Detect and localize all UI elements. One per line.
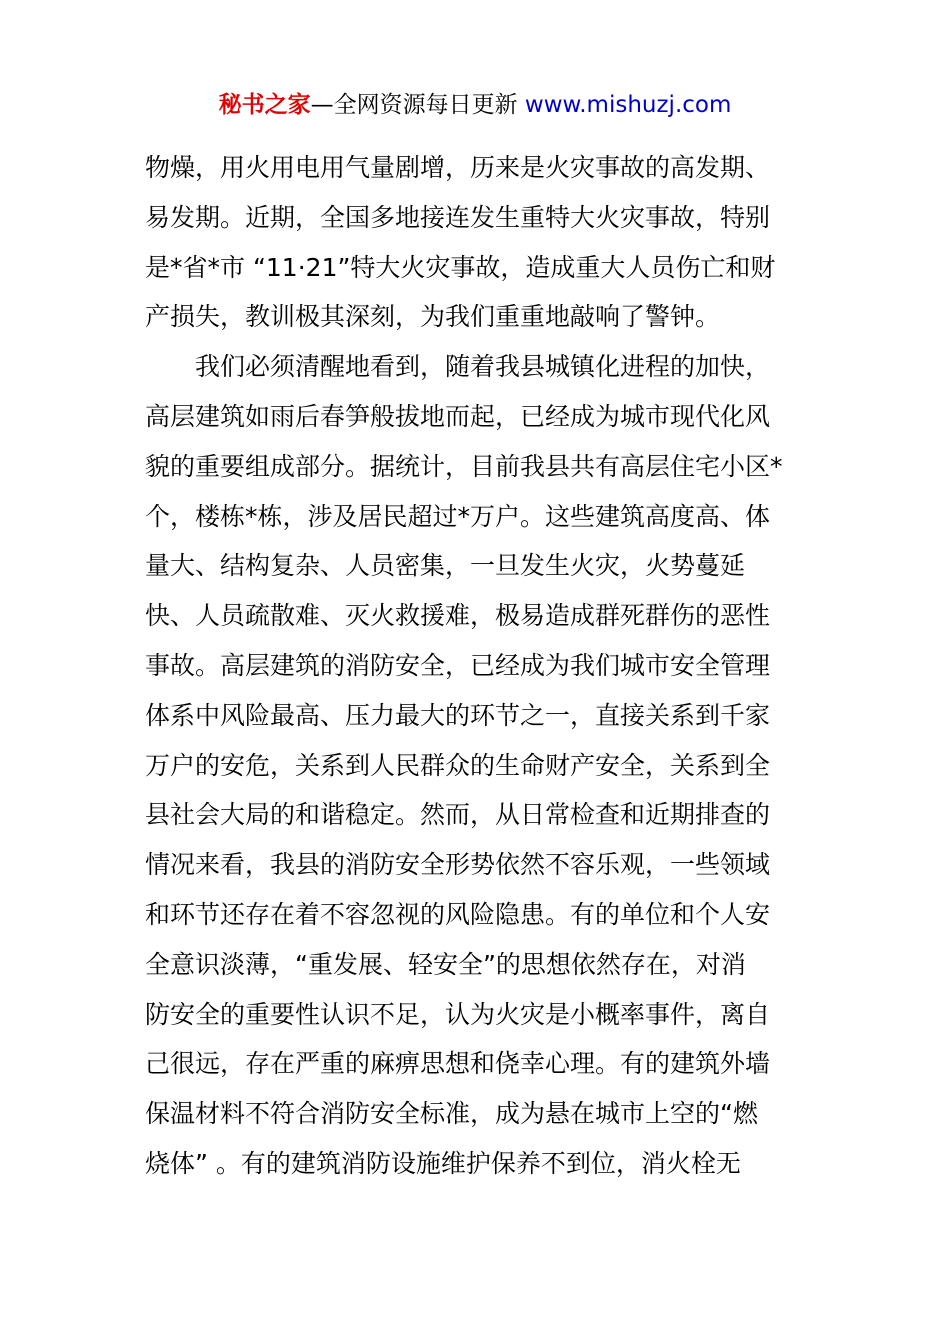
text-line: 防安全的重要性认识不足，认为火灾是小概率事件，离自 [145, 999, 771, 1029]
text-line: 己很远，存在严重的麻痹思想和侥幸心理。有的建筑外墙 [145, 1049, 771, 1079]
text-line: 是*省*市 “11·21”特大火灾事故，造成重大人员伤亡和财 [145, 252, 776, 282]
text-line: 情况来看，我县的消防安全形势依然不容乐观，一些领域 [145, 850, 771, 880]
text-line: 县社会大局的和谐稳定。然而，从日常检查和近期排查的 [145, 800, 771, 830]
text-line: 和环节还存在着不容忽视的风险隐患。有的单位和个人安 [145, 899, 771, 929]
header-tagline: —全网资源每日更新 [310, 92, 525, 118]
page-header [0, 88, 950, 122]
text-line: 快、人员疏散难、灭火救援难，极易造成群死群伤的恶性 [145, 601, 771, 631]
text-line: 事故。高层建筑的消防安全，已经成为我们城市安全管理 [145, 650, 771, 680]
text-line: 全意识淡薄，“重发展、轻安全”的思想依然存在，对消 [145, 949, 746, 979]
text-line: 貌的重要组成部分。据统计，目前我县共有高层住宅小区* [145, 451, 783, 481]
site-brand: 秘书之家 [218, 92, 311, 118]
document-body [145, 143, 810, 1189]
text-line: 我们必须清醒地看到，随着我县城镇化进程的加快， [145, 352, 771, 382]
text-line: 易发期。近期，全国多地接连发生重特大火灾事故，特别 [145, 202, 771, 232]
text-line: 烧体” 。有的建筑消防设施维护保养不到位，消火栓无 [145, 1148, 741, 1178]
site-url-link[interactable]: www.mishuzj.com [524, 92, 732, 118]
text-line: 保温材料不符合消防安全标准，成为悬在城市上空的“燃 [145, 1099, 758, 1129]
text-line: 量大、结构复杂、人员密集，一旦发生火灾，火势蔓延 [145, 551, 746, 581]
text-line: 高层建筑如雨后春笋般拔地而起，已经成为城市现代化风 [145, 401, 771, 431]
text-line: 物燥，用火用电用气量剧增，历来是火灾事故的高发期、 [145, 153, 771, 182]
text-line: 个，楼栋*栋，涉及居民超过*万户。这些建筑高度高、体 [145, 501, 771, 531]
text-line: 体系中风险最高、压力最大的环节之一，直接关系到千家 [145, 700, 771, 730]
text-line: 产损失，教训极其深刻，为我们重重地敲响了警钟。 [145, 302, 721, 332]
text-line: 万户的安危，关系到人民群众的生命财产安全，关系到全 [145, 750, 771, 780]
